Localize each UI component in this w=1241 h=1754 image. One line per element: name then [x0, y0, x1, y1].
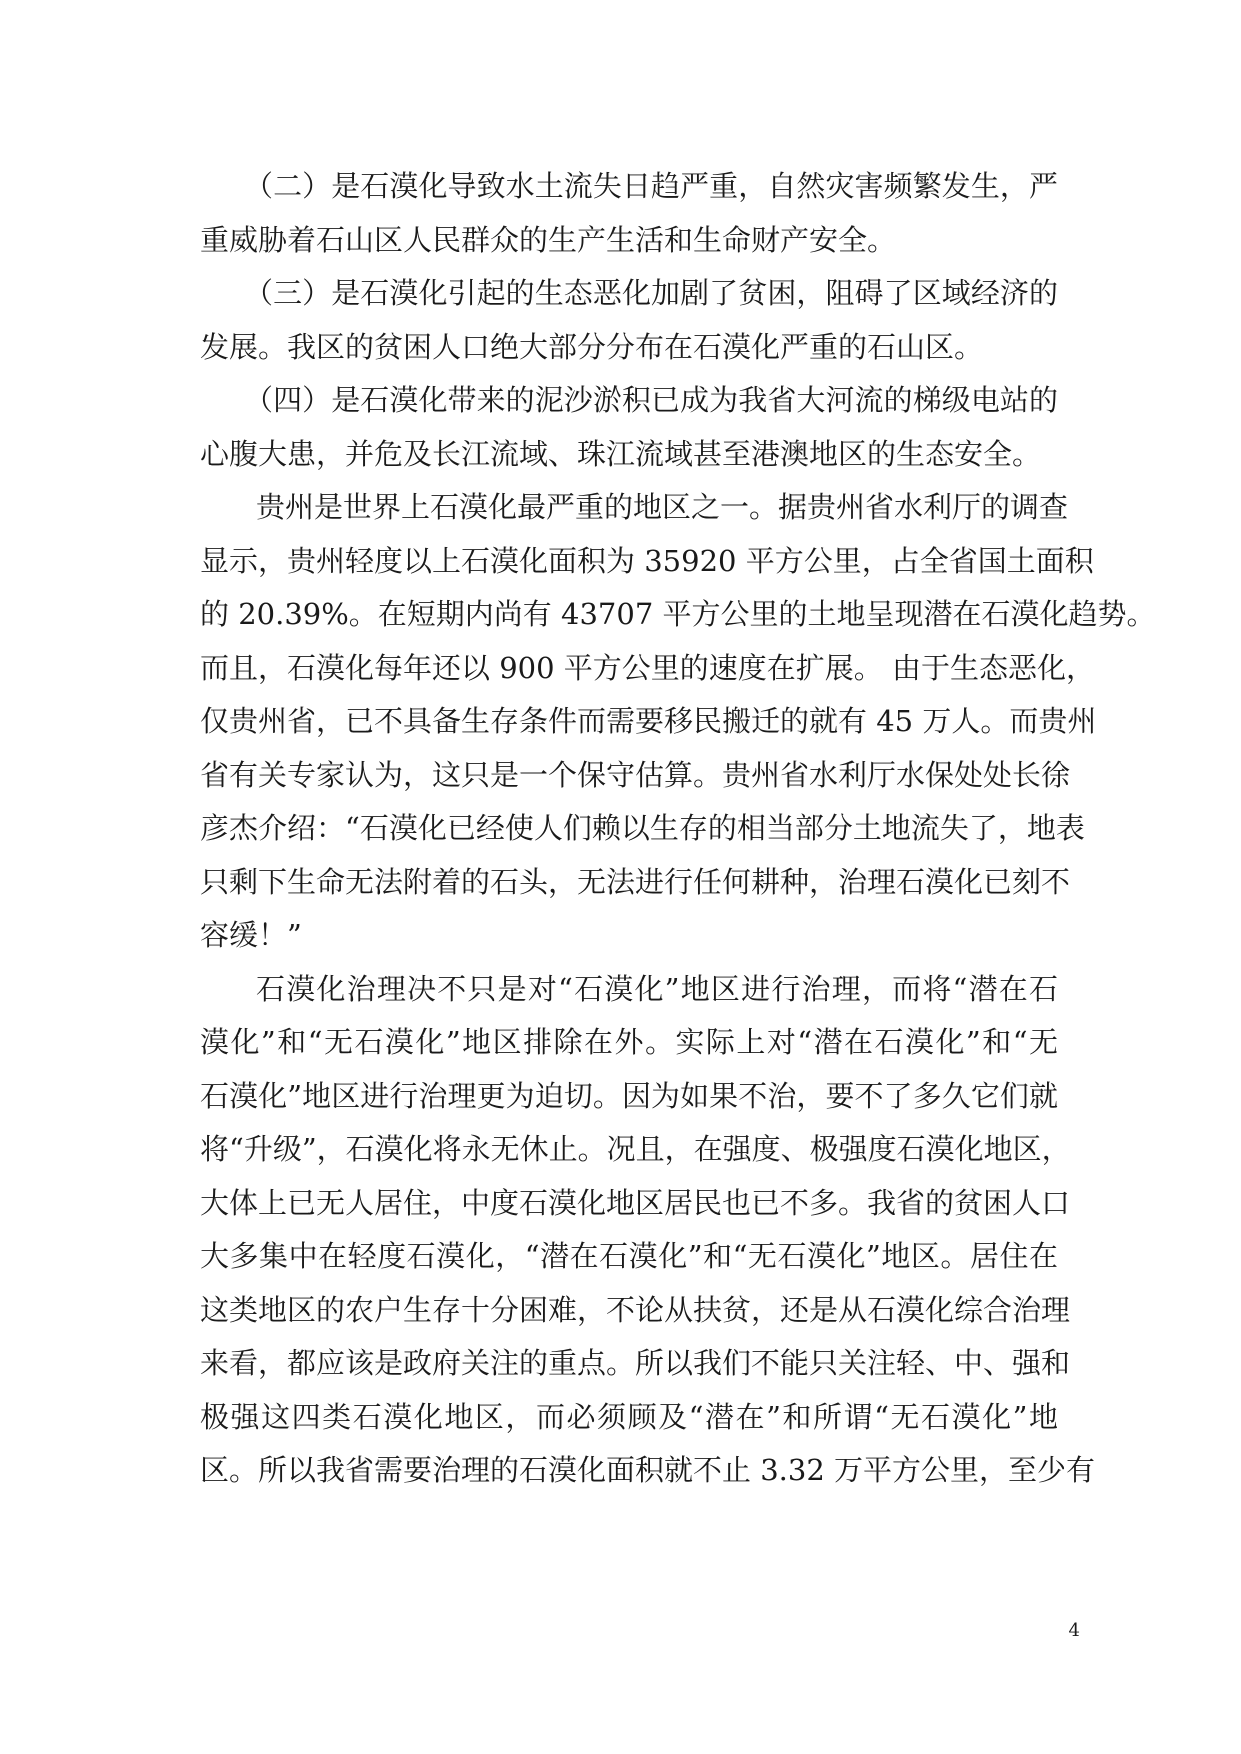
- paragraph-5-line-1: 石漠化治理决不只是对“石漠化”地区进行治理，而将“潜在石: [256, 971, 1058, 1006]
- paragraph-5-line-2: 漠化”和“无石漠化”地区排除在外。实际上对“潜在石漠化”和“无: [200, 1025, 1058, 1059]
- body-text: [200, 160, 1156, 1498]
- paragraph-4-line-2: 显示，贵州轻度以上石漠化面积为 35920 平方公里，占全省国土面积: [200, 543, 1094, 578]
- paragraph-3-line-2: 心腹大患，并危及长江流域、珠江流域甚至港澳地区的生态安全。: [200, 436, 1042, 471]
- paragraph-5-line-9: 极强这四类石漠化地区，而必须顾及“潜在”和所谓“无石漠化”地: [200, 1399, 1058, 1434]
- paragraph-4-line-7: 彦杰介绍：“石漠化已经使人们赖以生存的相当部分土地流失了，地表: [200, 811, 1085, 845]
- paragraph-1-line-2: 重威胁着石山区人民群众的生产生活和生命财产安全。: [200, 222, 897, 257]
- paragraph-5-line-4: 将“升级”，石漠化将永无休止。况且，在强度、极强度石漠化地区，: [200, 1132, 1071, 1166]
- paragraph-5-line-8: 来看，都应该是政府关注的重点。所以我们不能只关注轻、中、强和: [200, 1346, 1071, 1380]
- paragraph-4-line-9: 容缓！”: [200, 918, 302, 952]
- paragraph-4-line-3: 的 20.39%。在短期内尚有 43707 平方公里的土地呈现潜在石漠化趋势。: [200, 597, 1156, 631]
- paragraph-4-line-6: 省有关专家认为，这只是一个保守估算。贵州省水利厅水保处处长徐: [200, 757, 1071, 792]
- paragraph-5-line-3: 石漠化”地区进行治理更为迫切。因为如果不治，要不了多久它们就: [200, 1078, 1058, 1113]
- paragraph-2-line-2: 发展。我区的贫困人口绝大部分分布在石漠化严重的石山区。: [200, 329, 984, 364]
- paragraph-4-line-1: 贵州是世界上石漠化最严重的地区之一。据贵州省水利厅的调查: [256, 490, 1069, 524]
- paragraph-5-line-5: 大体上已无人居住，中度石漠化地区居民也已不多。我省的贫困人口: [200, 1185, 1071, 1220]
- paragraph-4-line-8: 只剩下生命无法附着的石头，无法进行任何耕种，治理石漠化已刻不: [200, 864, 1071, 899]
- paragraph-2-line-1: （三）是石漠化引起的生态恶化加剧了贫困，阻碍了区域经济的: [244, 276, 1058, 310]
- page-number: 4: [1068, 1620, 1080, 1641]
- paragraph-4-line-4: 而且，石漠化每年还以 900 平方公里的速度在扩展。 由于生态恶化，: [200, 650, 1096, 685]
- paragraph-1-line-1: （二）是石漠化导致水土流失日趋严重，自然灾害频繁发生，严: [244, 169, 1058, 203]
- paragraph-5-line-6: 大多集中在轻度石漠化，“潜在石漠化”和“无石漠化”地区。居住在: [200, 1239, 1058, 1273]
- paragraph-4-line-5: 仅贵州省，已不具备生存条件而需要移民搬迁的就有 45 万人。而贵州: [200, 704, 1097, 738]
- paragraph-3-line-1: （四）是石漠化带来的泥沙淤积已成为我省大河流的梯级电站的: [244, 383, 1058, 417]
- paragraph-5-line-10: 区。所以我省需要治理的石漠化面积就不止 3.32 万平方公里，至少有: [200, 1453, 1096, 1487]
- paragraph-5-line-7: 这类地区的农户生存十分困难，不论从扶贫，还是从石漠化综合治理: [200, 1292, 1071, 1327]
